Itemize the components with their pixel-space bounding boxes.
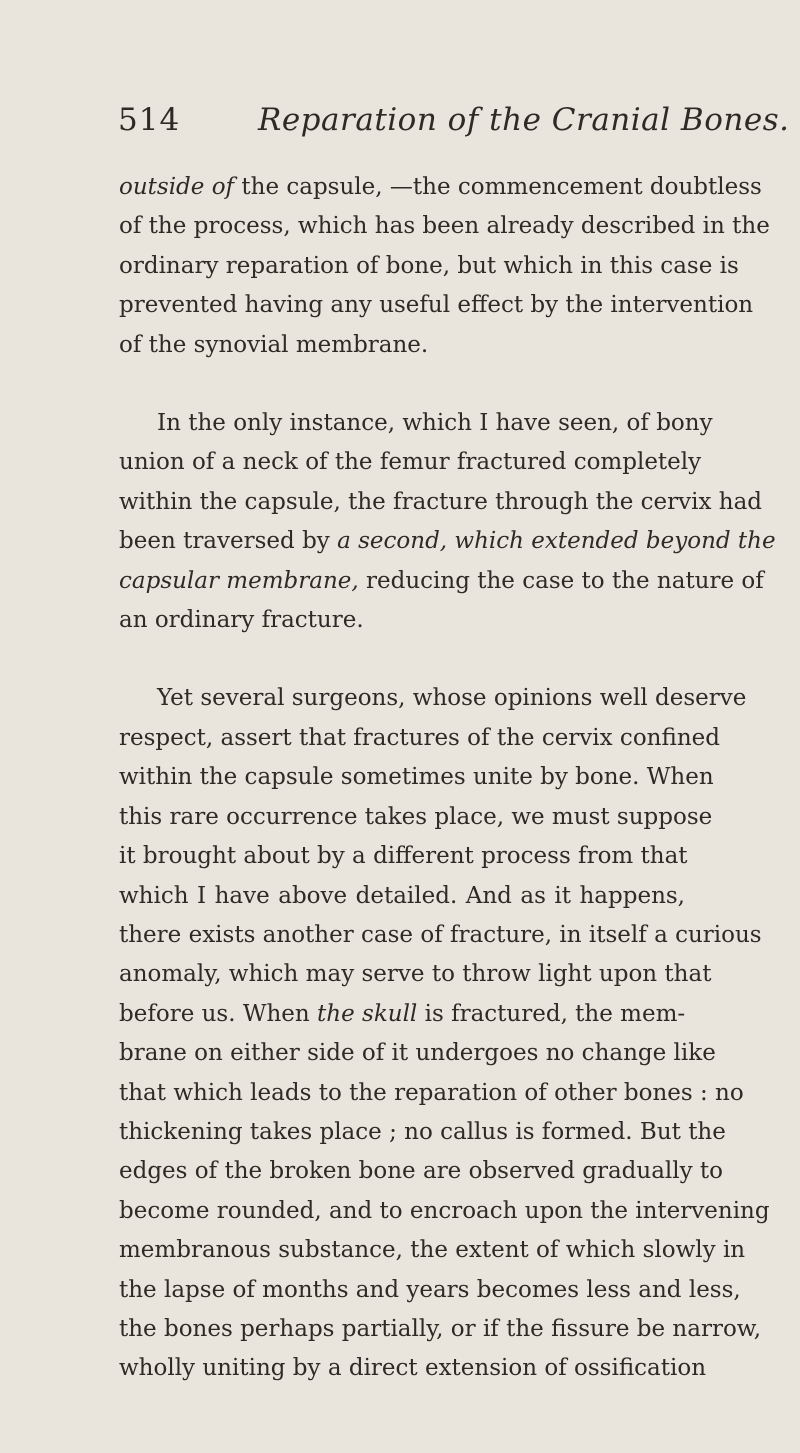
text-line: Yet several surgeons, whose opinions well deserve — [157, 685, 747, 712]
italic-phrase: outside of — [119, 174, 235, 200]
body-text — [119, 168, 776, 1389]
text-line: thickening takes place ; no callus is formed. But the — [119, 1118, 726, 1145]
paragraph-3 — [119, 679, 770, 1388]
text-line: union of a neck of the femur fractured completely — [119, 449, 702, 476]
text-line: wholly uniting by a direct extension of ossification — [119, 1355, 707, 1382]
italic-phrase: a second, which extended beyond the — [337, 528, 776, 555]
italic-phrase: capsular membrane, — [119, 567, 359, 594]
text-line: prevented having any useful effect by the intervention — [119, 292, 754, 319]
text-line: an ordinary fracture. — [119, 607, 364, 634]
text-line: outside of the capsule, —the commencement doubtless — [119, 174, 762, 200]
paragraph-1 — [119, 168, 770, 365]
text-line: of the process, which has been already described in the — [119, 213, 770, 240]
text-line: before us. When the skull is fractured, the mem- — [119, 1000, 686, 1027]
running-title: Reparation of the Cranial Bones. — [258, 102, 790, 138]
text-line: been traversed by a second, which extended beyond the — [119, 528, 776, 555]
page-number: 514 — [118, 102, 181, 138]
text-line: there exists another case of fracture, in itself a curious — [119, 921, 762, 948]
text-line: anomaly, which may serve to throw light upon that — [119, 961, 712, 988]
page-header — [118, 100, 790, 140]
text-line: the bones perhaps partially, or if the fissure be narrow, — [119, 1315, 762, 1342]
text-line: capsular membrane, reducing the case to the nature of — [119, 567, 764, 594]
text-line: that which leads to the reparation of other bones : no — [119, 1079, 744, 1106]
text-line: which I have above detailed. And as it happens, — [119, 882, 685, 909]
text-line: become rounded, and to encroach upon the intervening — [119, 1197, 770, 1224]
italic-phrase: the skull — [317, 1000, 418, 1027]
text-line: of the synovial membrane. — [119, 331, 429, 358]
text-line: the lapse of months and years becomes less and less, — [119, 1276, 741, 1303]
text-line: membranous substance, the extent of which slowly in — [119, 1237, 746, 1264]
text-line: within the capsule sometimes unite by bone. When — [119, 764, 714, 791]
text-line: brane on either side of it undergoes no change like — [119, 1040, 716, 1067]
text-line: this rare occurrence takes place, we must suppose — [119, 803, 713, 830]
text-line: respect, assert that fractures of the cervix confined — [119, 724, 720, 751]
text-line: within the capsule, the fracture through the cervix had — [119, 488, 763, 515]
text-line: edges of the broken bone are observed gradually to — [119, 1158, 724, 1185]
text-line: it brought about by a different process from that — [119, 843, 688, 870]
text-line: In the only instance, which I have seen, of bony — [157, 410, 713, 437]
paragraph-2 — [119, 404, 776, 640]
text-line: ordinary reparation of bone, but which in this case is — [119, 252, 739, 279]
